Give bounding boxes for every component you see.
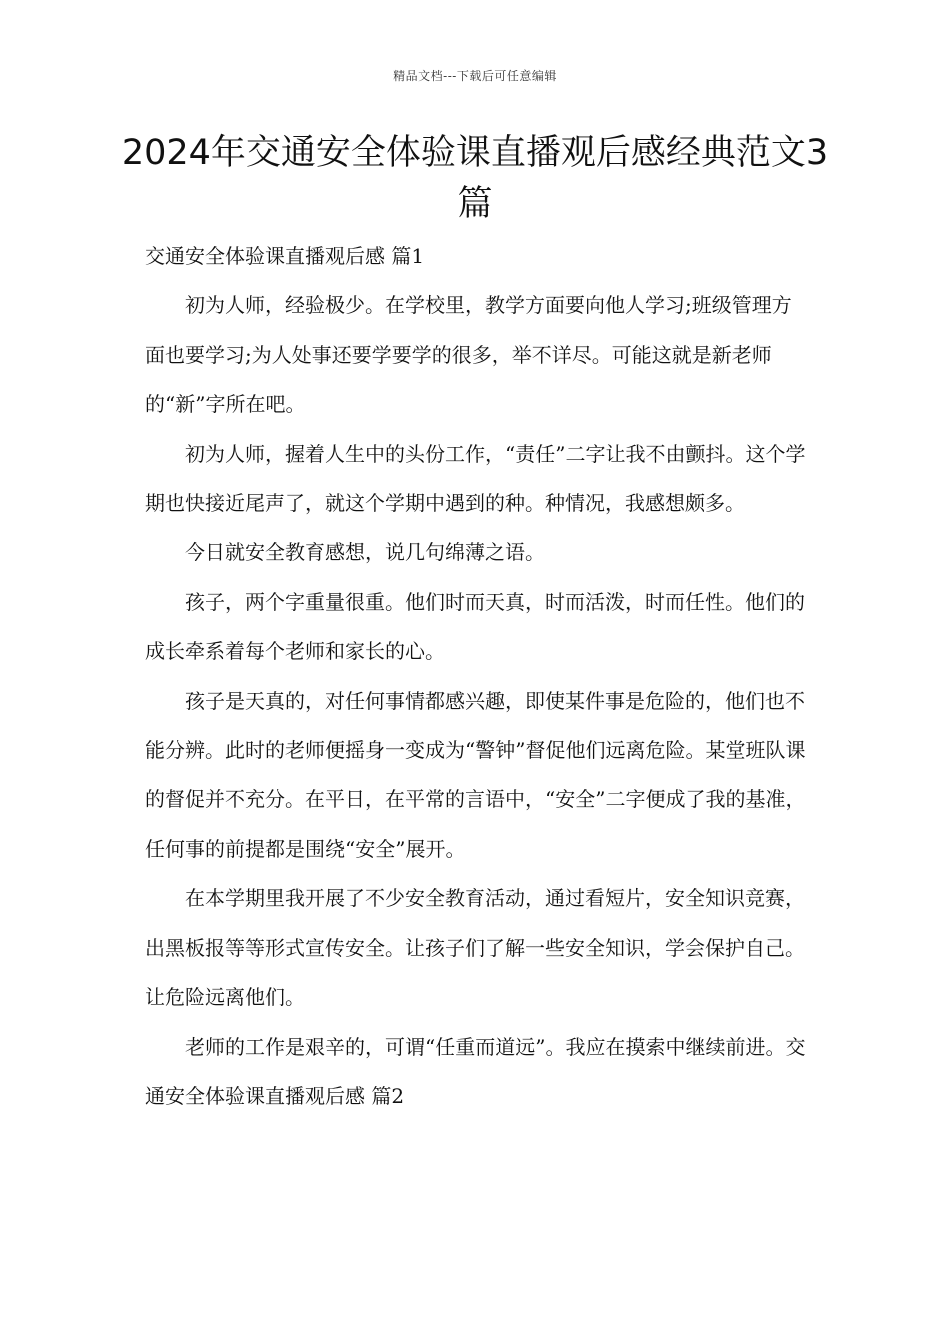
section-heading: 交通安全体验课直播观后感 篇1 (145, 244, 425, 268)
paragraph: 初为人师，握着人生中的头份工作，“责任”二字让我不由颤抖。这个学期也快接近尾声了，就这个学期中遇到的种。种情况，我感想颇多。 (145, 441, 806, 516)
paragraph: 在本学期里我开展了不少安全教育活动，通过看短片，安全知识竞赛，出黑板报等等形式宣传安全。让孩子们了解一些安全知识，学会保护自己。让危险远离他们。 (145, 886, 805, 1010)
paragraph: 孩子，两个字重量很重。他们时而天真，时而活泼，时而任性。他们的成长牵系着每个老师和家长的心。 (145, 589, 805, 664)
paragraph: 老师的工作是艰辛的，可谓“任重而道远”。我应在摸索中继续前进。交通安全体验课直播观后感 篇2 (145, 1034, 806, 1108)
paragraph: 今日就安全教育感想，说几句绵薄之语。 (185, 540, 545, 565)
document-body (145, 232, 810, 1121)
document-title: 2024年交通安全体验课直播观后感经典范文3篇 (121, 133, 829, 224)
header-note: 精品文档---下载后可任意编辑 (393, 69, 557, 83)
paragraph: 孩子是天真的，对任何事情都感兴趣，即使某件事是危险的，他们也不能分辨。此时的老师便摇身一变成为“警钟”督促他们远离危险。某堂班队课的督促并不充分。在平日，在平常的言语中，“安全”二字便成了我的基准，任何事的前提都是围绕“安全”展开。 (145, 688, 806, 861)
paragraph: 初为人师，经验极少。在学校里，教学方面要向他人学习;班级管理方面也要学习;为人处事还要学要学的很多，举不详尽。可能这就是新老师的“新”字所在吧。 (145, 293, 792, 417)
